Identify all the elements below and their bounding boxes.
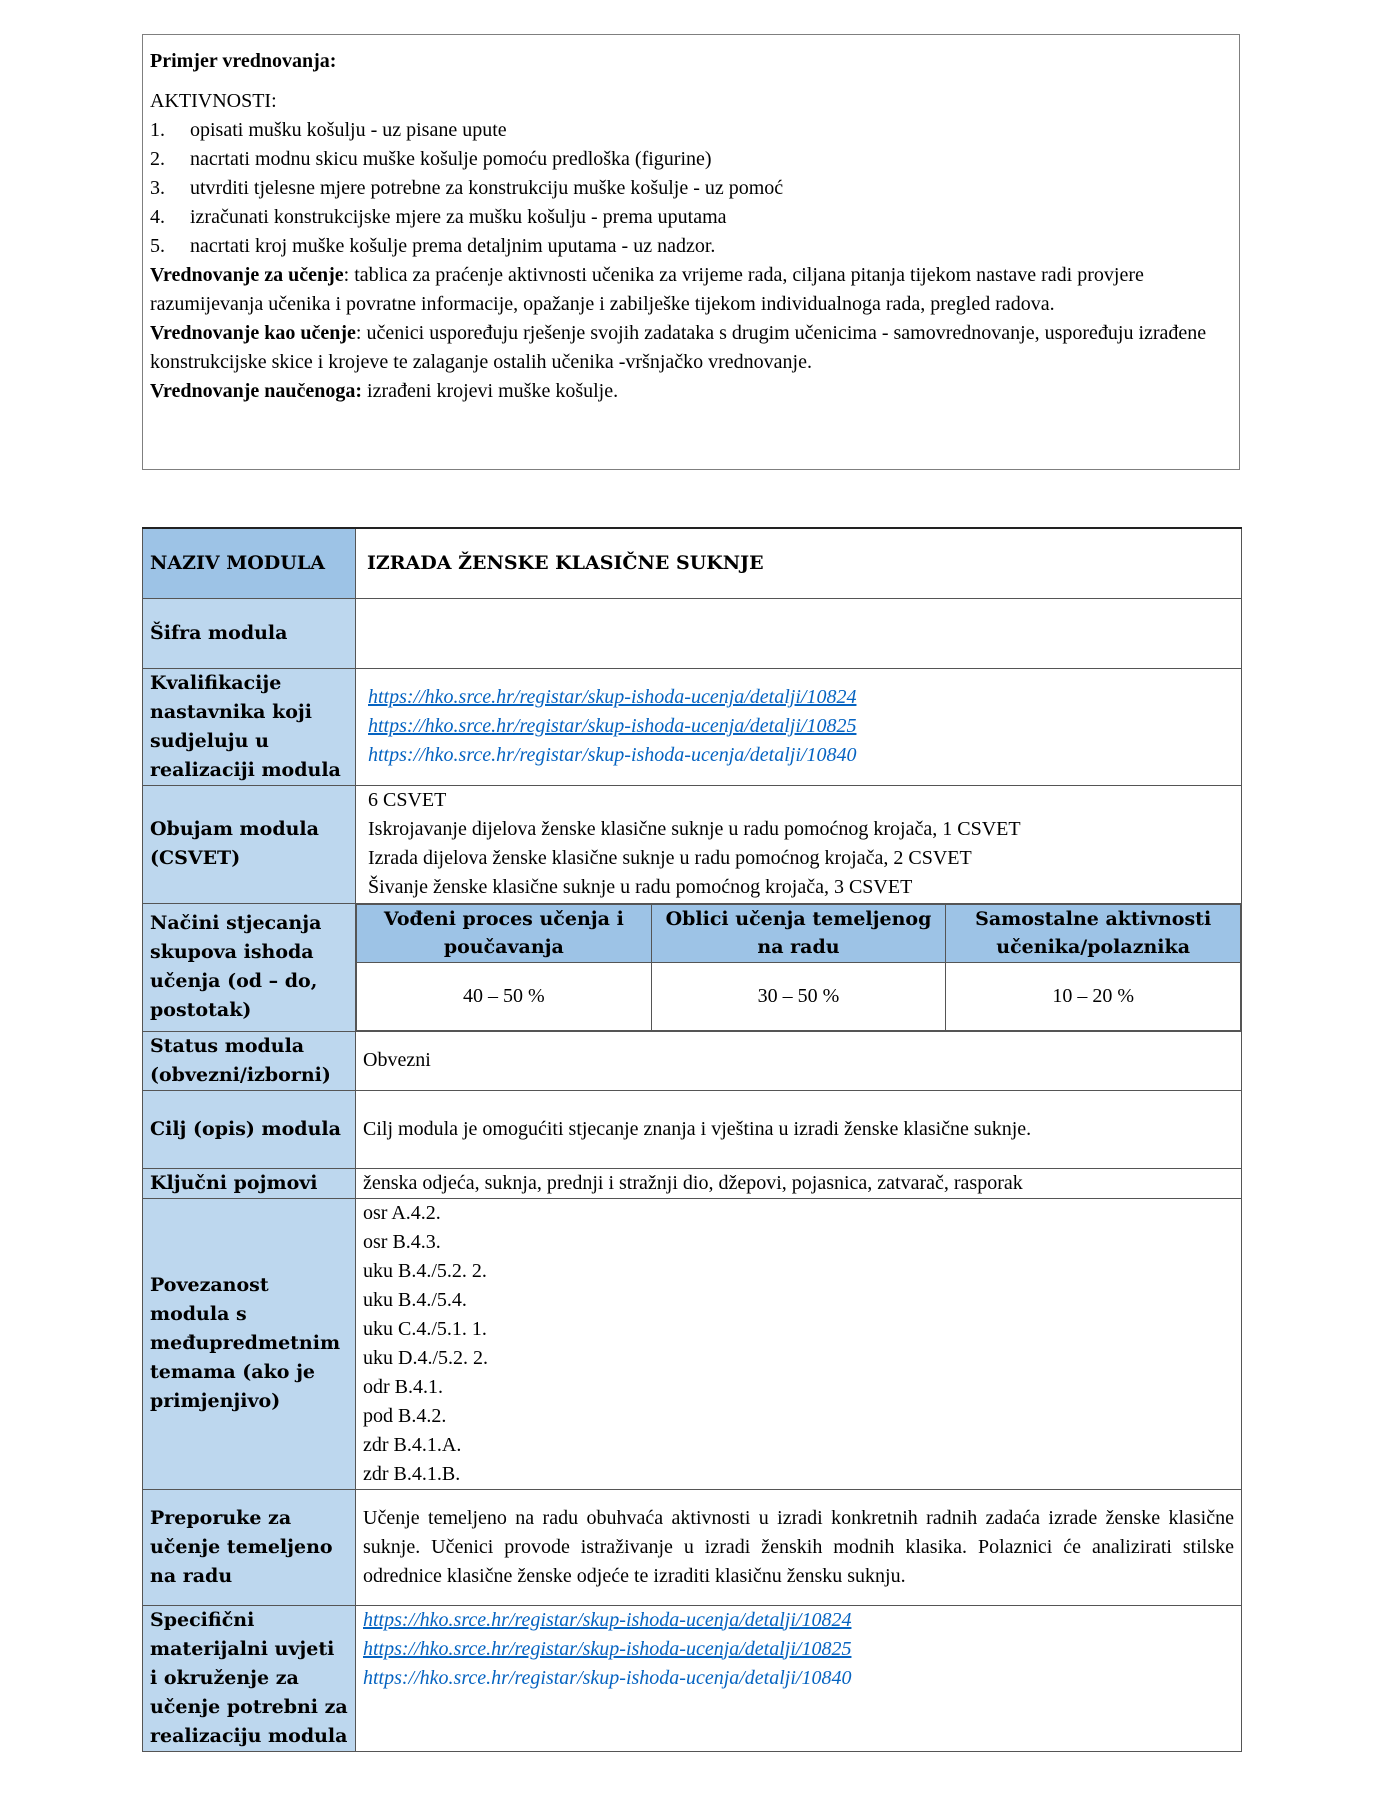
module-volume-value: [356, 785, 1242, 903]
module-status-value: Obvezni: [356, 1031, 1242, 1090]
method-value: 30 – 50 %: [651, 962, 946, 1030]
module-code-value: [356, 598, 1242, 668]
material-link[interactable]: https://hko.srce.hr/registar/skup-ishoda-ucenja/detalji/10824: [363, 1608, 852, 1631]
activity-item: [150, 203, 1232, 232]
activities-list: [150, 116, 1232, 261]
module-goal-label: Cilj (opis) modula: [143, 1090, 356, 1168]
cross-curricular-item: pod B.4.2.: [363, 1404, 447, 1427]
material-conditions-label: Specifični materijalni uvjeti i okruženje za učenje potrebni za realizaciju modula: [143, 1605, 356, 1751]
cross-curricular-item: zdr B.4.1.B.: [363, 1462, 461, 1485]
row-module-status: [143, 1031, 1242, 1090]
evaluation-title: Primjer vrednovanja:: [150, 50, 337, 72]
row-module-volume: [143, 785, 1242, 903]
cross-curricular-item: uku B.4./5.2. 2.: [363, 1259, 487, 1282]
material-conditions-links: [356, 1605, 1242, 1751]
method-value: 10 – 20 %: [946, 962, 1241, 1030]
volume-line: Iskrojavanje dijelova ženske klasične suknje u radu pomoćnog krojača, 1 CSVET: [368, 818, 1021, 840]
qualification-link[interactable]: https://hko.srce.hr/registar/skup-ishoda-ucenja/detalji/10840: [368, 744, 857, 766]
learning-methods-label: Načini stjecanja skupova ishoda učenja (od – do, postotak): [143, 903, 356, 1031]
activity-text: izračunati konstrukcijske mjere za mušku košulju - prema uputama: [190, 206, 727, 228]
activity-number: 2.: [150, 148, 165, 170]
keywords-label: Ključni pojmovi: [143, 1168, 356, 1198]
evaluation-as-learning: [150, 319, 1232, 377]
cross-curricular-item: odr B.4.1.: [363, 1375, 443, 1398]
learning-methods-cell: [356, 903, 1242, 1031]
activity-item: [150, 232, 1232, 261]
activity-item: [150, 174, 1232, 203]
cross-curricular-label: Povezanost modula s međupredmetnim temama (ako je primjenjivo): [143, 1198, 356, 1489]
cross-curricular-item: uku D.4./5.2. 2.: [363, 1346, 488, 1369]
module-goal-value: Cilj modula je omogućiti stjecanje znanja i vještina u izradi ženske klasične suknje.: [356, 1090, 1242, 1168]
cross-curricular-item: zdr B.4.1.A.: [363, 1433, 462, 1456]
cross-curricular-item: uku C.4./5.1. 1.: [363, 1317, 487, 1340]
row-keywords: [143, 1168, 1242, 1198]
activity-text: nacrtati modnu skicu muške košulje pomoću predloška (figurine): [190, 148, 712, 170]
row-module-code: [143, 598, 1242, 668]
cross-curricular-item: osr A.4.2.: [363, 1201, 441, 1224]
volume-line: Izrada dijelova ženske klasične suknje u radu pomoćnog krojača, 2 CSVET: [368, 847, 972, 869]
evaluation-of-learning-text: izrađeni krojevi muške košulje.: [362, 380, 619, 402]
evaluation-of-learning-label: Vrednovanje naučenoga:: [150, 380, 363, 402]
evaluation-example-box: [142, 34, 1240, 470]
method-header: Samostalne aktivnosti učenika/polaznika: [946, 904, 1241, 962]
row-teacher-qualifications: [143, 668, 1242, 785]
cross-curricular-item: osr B.4.3.: [363, 1230, 441, 1253]
module-volume-label: Obujam modula (CSVET): [143, 785, 356, 903]
cross-curricular-list: [356, 1198, 1242, 1489]
work-based-learning-value: Učenje temeljeno na radu obuhvaća aktivnosti u izradi konkretnih radnih zadaća izrade ženske klasične suknje. Učenici provode istraživanje u izradi ženskih modnih klasika. Polaznici će analizirati stilske odrednice klasične ženske odjeće te izraditi klasičnu žensku suknju.: [356, 1489, 1242, 1605]
qualification-link[interactable]: https://hko.srce.hr/registar/skup-ishoda-ucenja/detalji/10824: [368, 686, 857, 708]
module-status-label: Status modula (obvezni/izborni): [143, 1031, 356, 1090]
method-header: Vođeni proces učenja i poučavanja: [357, 904, 652, 962]
row-module-goal: [143, 1090, 1242, 1168]
qualification-link[interactable]: https://hko.srce.hr/registar/skup-ishoda-ucenja/detalji/10825: [368, 715, 857, 737]
cross-curricular-item: uku B.4./5.4.: [363, 1288, 467, 1311]
row-work-based-learning: [143, 1489, 1242, 1605]
work-based-learning-label: Preporuke za učenje temeljeno na radu: [143, 1489, 356, 1605]
module-name-value: IZRADA ŽENSKE KLASIČNE SUKNJE: [367, 551, 764, 574]
volume-line: Šivanje ženske klasične suknje u radu pomoćnog krojača, 3 CSVET: [368, 876, 913, 898]
activity-number: 1.: [150, 119, 165, 141]
method-value: 40 – 50 %: [357, 962, 652, 1030]
learning-methods-table: [356, 904, 1241, 1031]
evaluation-for-learning-label: Vrednovanje za učenje: [150, 264, 344, 286]
material-link[interactable]: https://hko.srce.hr/registar/skup-ishoda-ucenja/detalji/10825: [363, 1637, 852, 1660]
evaluation-as-learning-text: : učenici uspoređuju rješenje svojih zadataka s drugim učenicima - samovrednovanje, uspoređuju izrađene konstrukcijske skice i krojeve te zalaganje ostalih učenika -vršnjačko vrednovanje.: [150, 322, 1207, 373]
keywords-value: ženska odjeća, suknja, prednji i stražnji dio, džepovi, pojasnica, zatvarač, rasporak: [356, 1168, 1242, 1198]
material-link[interactable]: https://hko.srce.hr/registar/skup-ishoda-ucenja/detalji/10840: [363, 1666, 852, 1689]
teacher-qualifications-label: Kvalifikacije nastavnika koji sudjeluju u realizaciji modula: [143, 668, 356, 785]
activity-number: 4.: [150, 206, 165, 228]
activity-number: 5.: [150, 235, 165, 257]
module-table: [142, 527, 1242, 1752]
activity-number: 3.: [150, 177, 165, 199]
evaluation-as-learning-label: Vrednovanje kao učenje: [150, 322, 356, 344]
evaluation-for-learning: [150, 261, 1232, 319]
row-cross-curricular: [143, 1198, 1242, 1489]
module-name-cell: [356, 528, 1242, 598]
activity-text: nacrtati kroj muške košulje prema detaljnim uputama - uz nadzor.: [190, 235, 716, 257]
row-learning-methods: [143, 903, 1242, 1031]
row-module-name: [143, 528, 1242, 598]
teacher-qualifications-links: [356, 668, 1242, 785]
module-code-label: Šifra modula: [143, 598, 356, 668]
activity-text: opisati mušku košulju - uz pisane upute: [190, 119, 507, 141]
row-material-conditions: [143, 1605, 1242, 1751]
evaluation-of-learning: [150, 377, 1232, 406]
activity-item: [150, 116, 1232, 145]
method-header: Oblici učenja temeljenog na radu: [651, 904, 946, 962]
module-name-label: NAZIV MODULA: [143, 528, 356, 598]
evaluation-for-learning-text: : tablica za praćenje aktivnosti učenika za vrijeme rada, ciljana pitanja tijekom nastave radi provjere razumijevanja učenika i povratne informacije, opažanje i zabilješke tijekom individualnoga rada, pregled radova.: [150, 264, 1144, 315]
activity-text: utvrditi tjelesne mjere potrebne za konstrukciju muške košulje - uz pomoć: [190, 177, 784, 199]
volume-line: 6 CSVET: [368, 789, 447, 811]
activity-item: [150, 145, 1232, 174]
activities-heading: AKTIVNOSTI:: [150, 90, 277, 112]
